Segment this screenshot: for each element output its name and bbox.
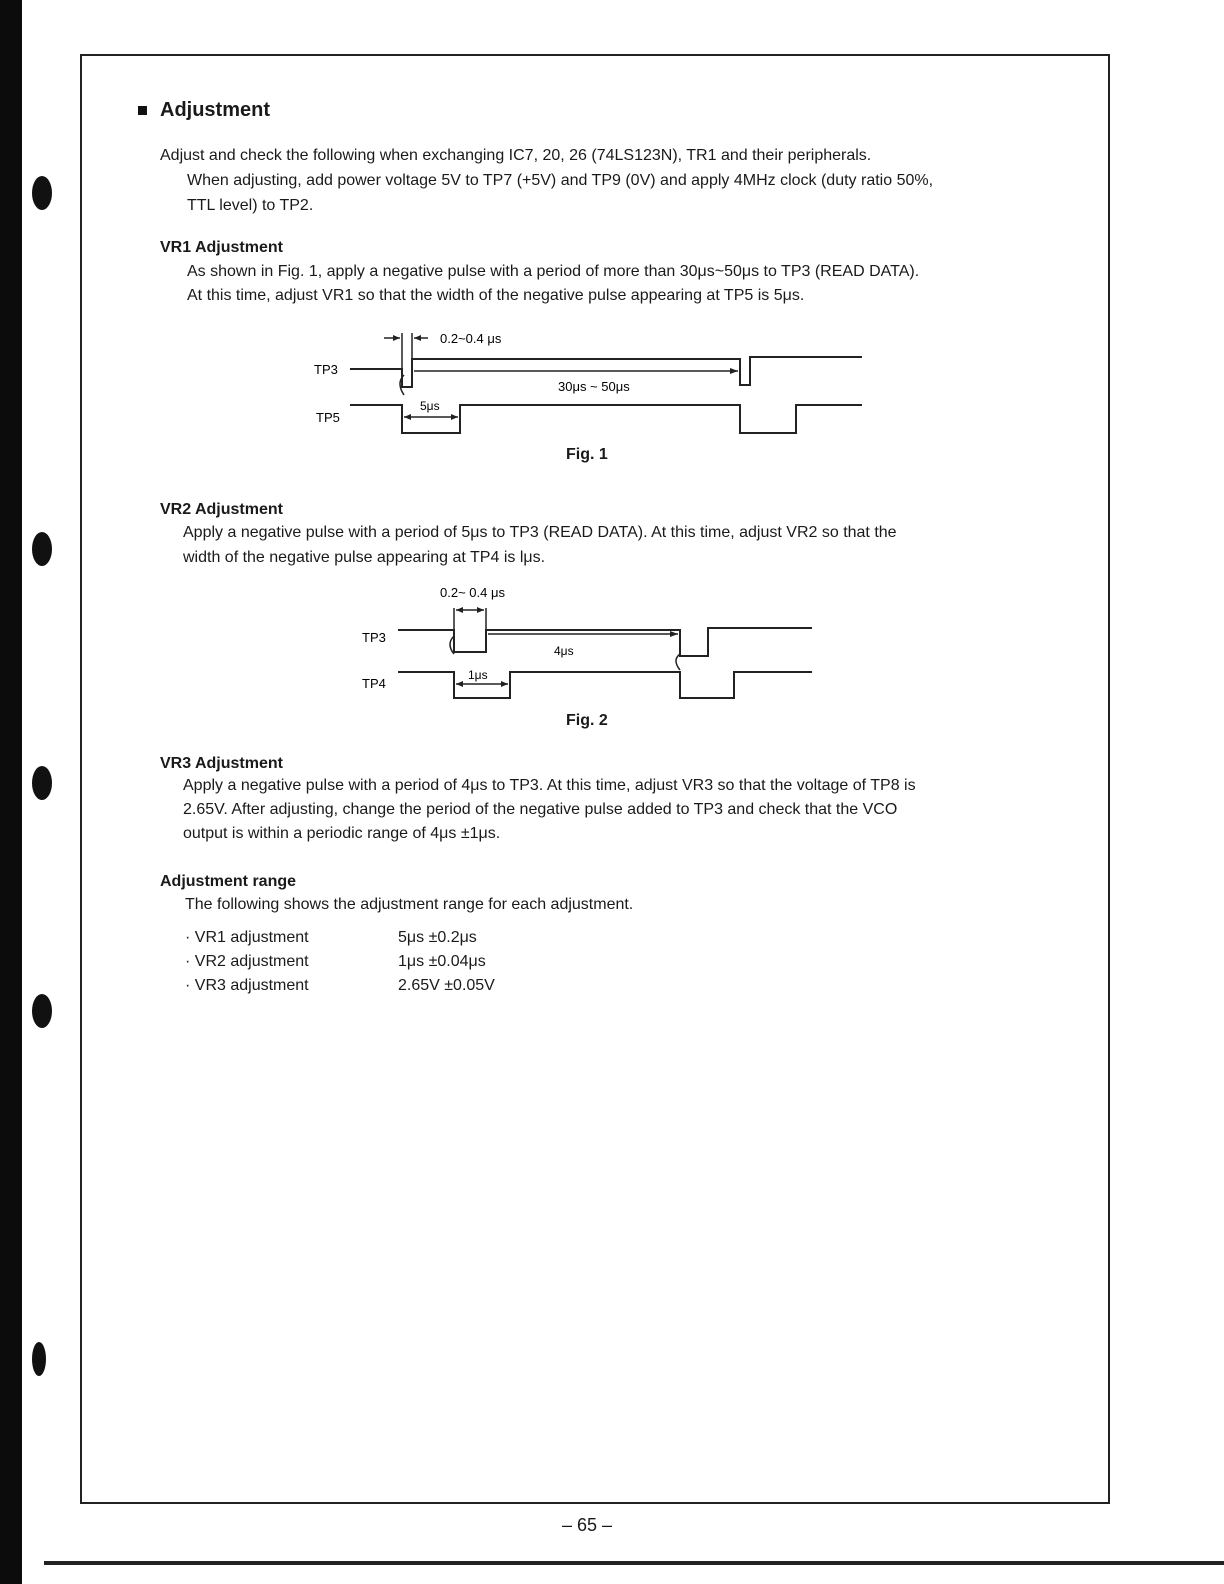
punch-hole: [32, 994, 52, 1028]
bottom-rule: [44, 1561, 1224, 1565]
fig1-signal-a-label: TP3: [314, 362, 338, 377]
range-item-value: 5μs ±0.2μs: [398, 929, 477, 946]
fig2-tp3-waveform: [398, 628, 812, 656]
fig1-delay-label: 0.2~0.4 μs: [440, 331, 502, 346]
vr3-line-2: 2.65V. After adjusting, change the period of the negative pulse added to TP3 and check that the VCO: [183, 801, 898, 818]
fig1-width-label: 5μs: [420, 399, 440, 413]
fig1-caption: Fig. 1: [566, 446, 608, 463]
punch-hole: [32, 532, 52, 566]
fig2-signal-a-label: TP3: [362, 630, 386, 645]
vr3-heading: VR3 Adjustment: [160, 755, 283, 772]
fig2-timing-diagram: [350, 580, 830, 705]
range-item-value: 1μs ±0.04μs: [398, 953, 486, 970]
vr1-line-1: As shown in Fig. 1, apply a negative pulse with a period of more than 30μs~50μs to TP3 (READ DATA).: [187, 263, 920, 280]
range-item-name: · VR1 adjustment: [185, 929, 309, 946]
fig2-signal-b-label: TP4: [362, 676, 386, 691]
vr2-heading: VR2 Adjustment: [160, 501, 283, 518]
range-heading: Adjustment range: [160, 873, 297, 890]
range-intro: The following shows the adjustment range for each adjustment.: [185, 896, 634, 913]
punch-hole: [32, 1342, 46, 1376]
section-title: Adjustment: [160, 99, 270, 121]
punch-hole: [32, 766, 52, 800]
vr1-heading: VR1 Adjustment: [160, 239, 283, 256]
fig2-width-label: 1μs: [468, 668, 488, 682]
intro-line-1: Adjust and check the following when exchanging IC7, 20, 26 (74LS123N), TR1 and their peripherals.: [160, 147, 872, 164]
fig1-period-label: 30μs ~ 50μs: [558, 379, 630, 394]
range-item-value: 2.65V ±0.05V: [398, 977, 495, 994]
fig2-caption: Fig. 2: [566, 712, 608, 729]
fig2-period-label: 4μs: [554, 644, 574, 658]
vr3-line-1: Apply a negative pulse with a period of 4μs to TP3. At this time, adjust VR3 so that the voltage of TP8 is: [183, 777, 916, 794]
range-item-name: · VR3 adjustment: [185, 977, 309, 994]
intro-line-3: TTL level) to TP2.: [187, 197, 314, 214]
vr2-line-2: width of the negative pulse appearing at TP4 is lμs.: [183, 549, 546, 566]
binding-strip: [0, 0, 22, 1584]
vr2-line-1: Apply a negative pulse with a period of 5μs to TP3 (READ DATA). At this time, adjust VR2 so that the: [183, 524, 897, 541]
fig1-signal-b-label: TP5: [316, 410, 340, 425]
vr3-line-3: output is within a periodic range of 4μs ±1μs.: [183, 825, 501, 842]
range-item-name: · VR2 adjustment: [185, 953, 309, 970]
fig2-delay-label: 0.2~ 0.4 μs: [440, 585, 505, 600]
fig1-timing-diagram: [300, 325, 880, 445]
intro-line-2: When adjusting, add power voltage 5V to TP7 (+5V) and TP9 (0V) and apply 4MHz clock (duty ratio 50%,: [187, 172, 934, 189]
vr1-line-2: At this time, adjust VR1 so that the width of the negative pulse appearing at TP5 is 5μs.: [187, 287, 805, 304]
punch-hole: [32, 176, 52, 210]
page-number: – 65 –: [562, 1515, 613, 1535]
square-bullet-icon: [138, 106, 147, 115]
